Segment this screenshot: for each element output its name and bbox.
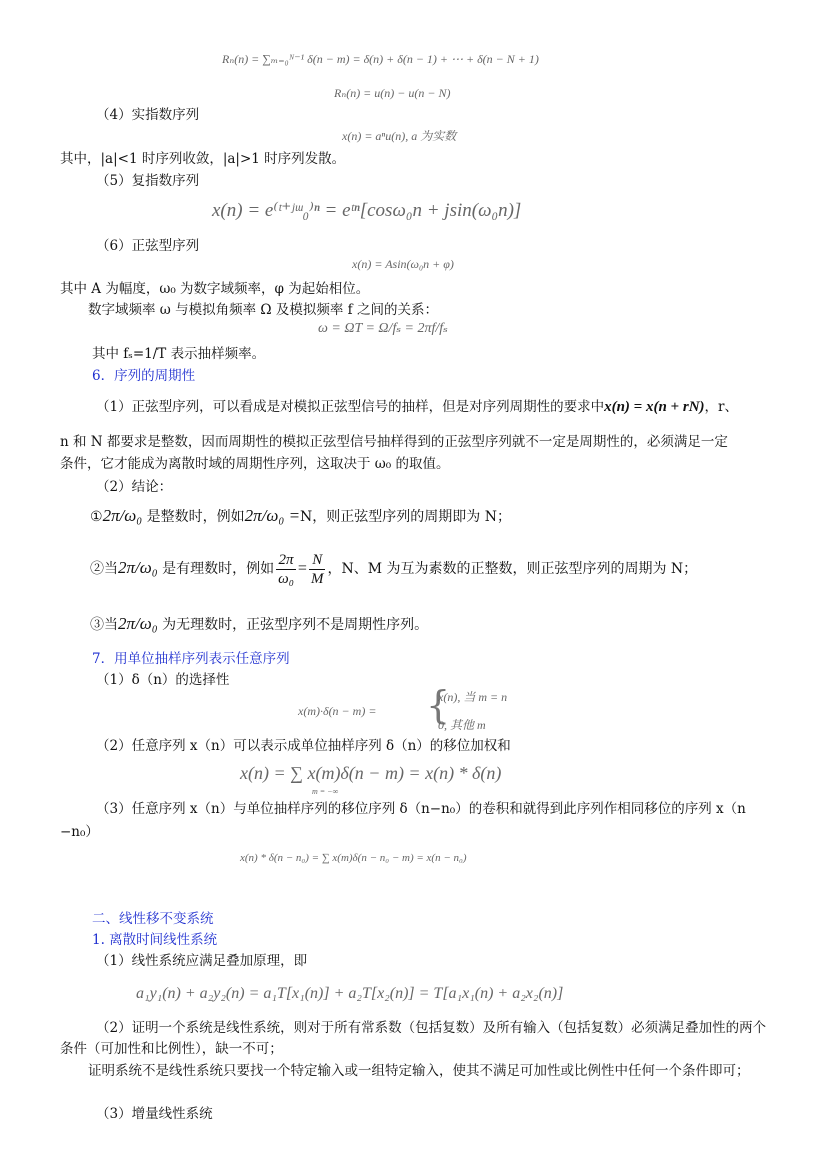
periodic-condition: x(n) = x(n + rN)	[604, 399, 705, 415]
para-7-1: （1）δ（n）的选择性	[96, 672, 230, 688]
para-2-3: 证明系统不是线性系统只要找一个特定输入或一组特定输入，使其不满足可加性或比例性中任何一个条件即可；	[88, 1063, 750, 1079]
conclusion-1-expr: 2π/ω₀	[102, 506, 143, 525]
selection-lhs: x(m)·δ(n − m) =	[298, 704, 377, 718]
fraction-equals: =	[297, 560, 307, 577]
complex-exp-formula: x(n) = e⁽ᵗ⁺ʲᵚ₀⁾ⁿ = eᵗⁿ[cosω₀n + jsin(ω₀n)]	[212, 200, 522, 221]
fraction-denominator: ω₀	[278, 570, 294, 587]
freq-intro: 数字域频率 ω 与模拟角频率 Ω 及模拟频率 f 之间的关系：	[88, 302, 438, 318]
heading-2-1: 1. 离散时间线性系统	[92, 932, 218, 948]
para-2-1: （1）线性系统应满足叠加原理，即	[96, 953, 308, 969]
fs-note: 其中 fₛ=1/T 表示抽样频率。	[92, 346, 266, 362]
real-exp-formula: x(n) = aⁿu(n), a 为实数	[342, 129, 457, 143]
section-6-title: （6）正弦型序列	[96, 238, 200, 254]
section-6-note: 其中 A 为幅度，ω₀ 为数字域频率，φ 为起始相位。	[60, 281, 370, 297]
weighted-sum-limits: m = −∞	[312, 787, 339, 796]
conclusion-1-post: N，则正弦型序列的周期即为 N；	[300, 509, 511, 525]
para-6-1-line2: n 和 N 都要求是整数，因而周期性的模拟正弦型信号抽样得到的正弦型序列就不一定是周期性的，必须满足一定	[60, 434, 728, 450]
fraction-n-m	[309, 551, 326, 588]
fraction-n: N	[309, 551, 326, 570]
para-6-2: （2）结论：	[96, 479, 173, 495]
superposition-formula: a₁y₁(n) + a₂y₂(n) = a₁T[x₁(n)] + a₂T[x₂(n)] = T[a₁x₁(n) + a₂x₂(n)]	[136, 985, 564, 1002]
conclusion-3-marker: ③当	[90, 617, 118, 633]
section-4-note: 其中，|a|<1 时序列收敛，|a|>1 时序列发散。	[60, 151, 346, 167]
weighted-sum-formula: x(n) = ∑ x(m)δ(n − m) = x(n) * δ(n)	[240, 763, 502, 783]
selection-case-1: x(n), 当 m = n	[438, 690, 508, 704]
conclusion-3-post: 为无理数时，正弦型序列不是周期性序列。	[162, 617, 429, 633]
fraction-numerator: 2π	[276, 551, 296, 570]
conclusion-1-mid: 是整数时，例如	[146, 509, 245, 525]
fraction-2pi-omega	[276, 551, 296, 588]
heading-section-2: 二、线性移不变系统	[92, 911, 214, 927]
shift-convolution-formula: x(n) * δ(n − n₀) = ∑ x(m)δ(n − n₀ − m) = x(n − n₀)	[240, 852, 467, 864]
conclusion-1	[90, 505, 511, 528]
freq-relation-formula: ω = ΩT = Ω/fₛ = 2πf/fₛ	[318, 321, 448, 336]
conclusion-1-marker: ①	[90, 509, 103, 525]
conclusion-2	[90, 548, 697, 589]
sine-formula: x(n) = Asin(ω₀n + φ)	[352, 257, 454, 271]
conclusion-3-expr: 2π/ω₀	[118, 614, 158, 633]
para-7-2: （2）任意序列 x（n）可以表示成单位抽样序列 δ（n）的移位加权和	[96, 738, 511, 754]
conclusion-3	[90, 613, 428, 636]
rn-sum-formula: Rₙ(n) = ∑ₘ₌₀ᴺ⁻¹ δ(n − m) = δ(n) + δ(n − 1) + ⋯ + δ(n − N + 1)	[222, 52, 539, 66]
para-6-1-tail: ，r、	[704, 399, 738, 415]
para-6-1-text: （1）正弦型序列，可以看成是对模拟正弦型信号的抽样，但是对序列周期性的要求中	[96, 399, 605, 415]
fraction-m: M	[310, 570, 324, 587]
selection-case-2: 0, 其他 m	[438, 718, 486, 732]
para-2-2: （2）证明一个系统是线性系统，则对于所有常系数（包括复数）及所有输入（包括复数）必须满足叠加性的两个条件（可加性和比例性），缺一不可；	[60, 1020, 767, 1057]
conclusion-2-post: ，N、M 为互为素数的正整数，则正弦型序列的周期为 N；	[327, 561, 698, 577]
conclusion-2-mid: 是有理数时，例如	[162, 561, 275, 577]
heading-6: 6．序列的周期性	[92, 368, 196, 384]
conclusion-2-expr: 2π/ω₀	[118, 558, 158, 577]
para-7-3-line1: （3）任意序列 x（n）与单位抽样序列的移位序列 δ（n−n₀）的卷积和就得到此序列作相同移位的序列 x（n	[96, 801, 746, 817]
para-7-3-line2: −n₀）	[60, 824, 99, 840]
section-5-title: （5）复指数序列	[96, 173, 200, 189]
para-6-1-line3: 条件，它才能成为离散时域的周期性序列，这取决于 ω₀ 的取值。	[60, 456, 450, 472]
conclusion-1-eq: 2π/ω₀ =	[244, 506, 301, 525]
heading-7: 7．用单位抽样序列表示任意序列	[92, 651, 290, 667]
rn-step-formula: Rₙ(n) = u(n) − u(n − N)	[334, 86, 451, 100]
para-6-1-line1	[96, 398, 738, 416]
para-2-4: （3）增量线性系统	[96, 1106, 213, 1122]
conclusion-2-marker: ②当	[90, 561, 118, 577]
section-4-title: （4）实指数序列	[96, 107, 200, 123]
left-brace-icon: {	[426, 683, 451, 727]
